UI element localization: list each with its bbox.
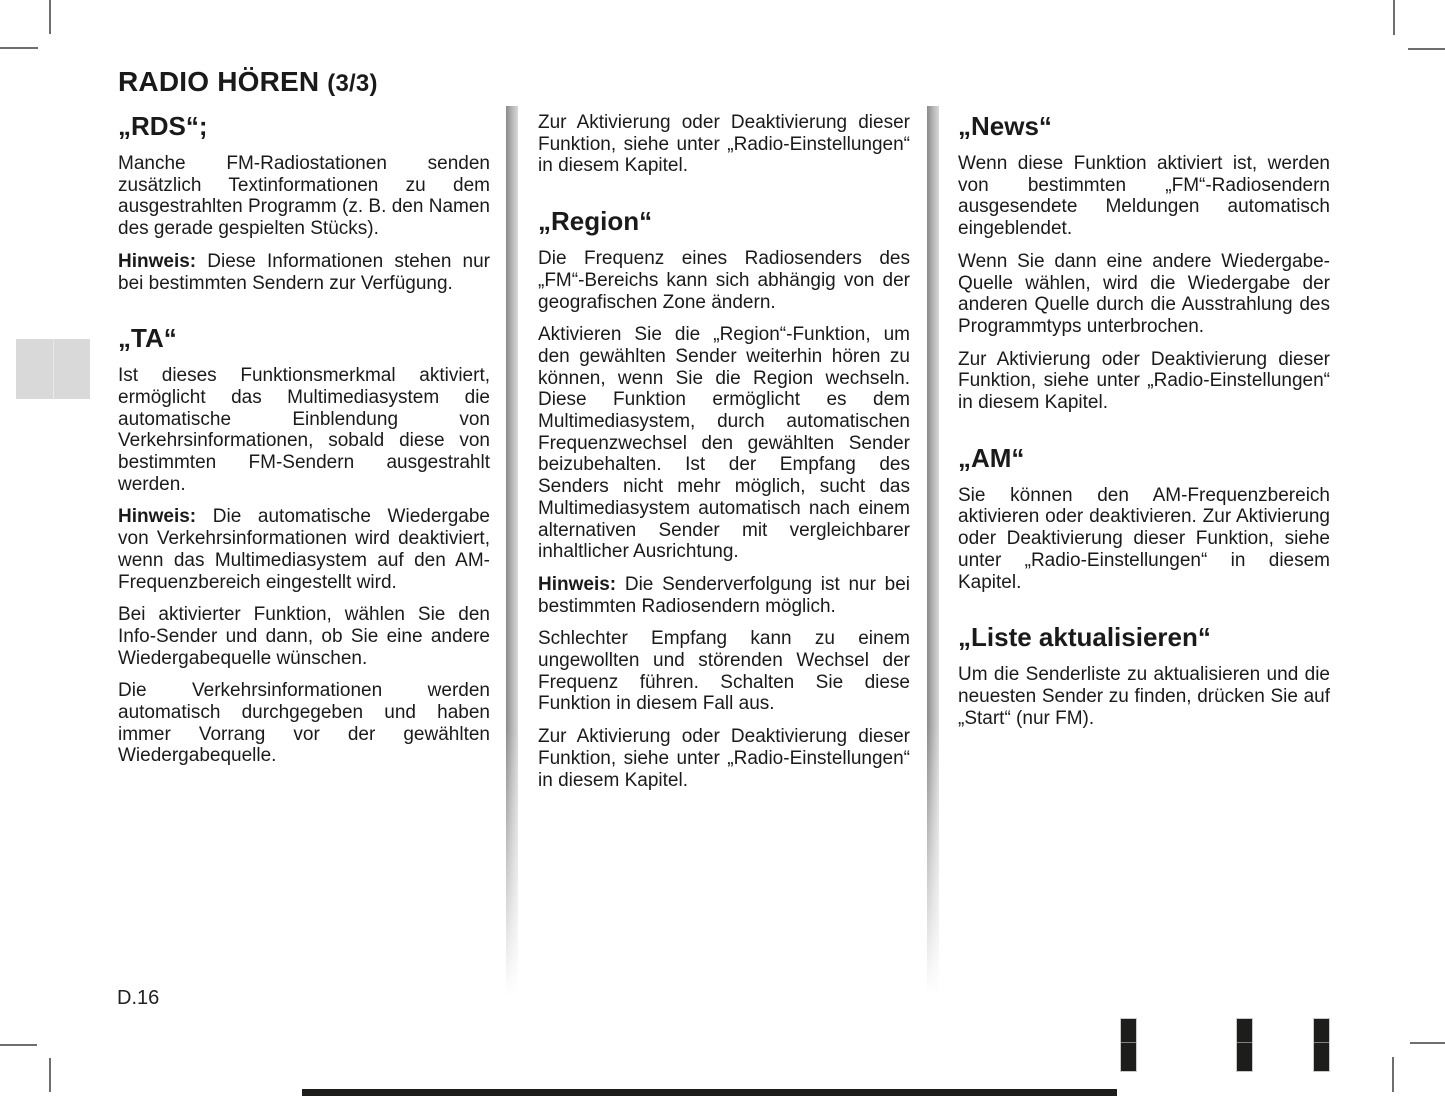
paragraph: Sie können den AM-Frequenzbereich aktivieren oder deaktivieren. Zur Aktivierung oder Deaktivierung dieser Funktion, siehe unter „Radio-Einstellungen“ in diesem Kapitel. xyxy=(958,484,1330,593)
paragraph: Um die Senderliste zu aktualisieren und die neuesten Sender zu finden, drücken Sie auf „Start“ (nur FM). xyxy=(958,664,1330,729)
paragraph: Schlechter Empfang kann zu einem ungewollten und störenden Wechsel der Frequenz führen. Schalten Sie diese Funktion in diesem Fall aus. xyxy=(538,628,910,715)
paragraph: Hinweis: Die automatische Wiedergabe von Verkehrsinformationen wird deaktiviert, wenn das Multimediasystem auf den AM-Frequenzbereich eingestellt wird. xyxy=(118,506,490,593)
crop-mark-bottom-left-vertical xyxy=(49,1058,51,1092)
page-title xyxy=(118,66,378,98)
paragraph: Wenn Sie dann eine andere Wiedergabe-Quelle wählen, wird die Wiedergabe der anderen Quelle durch die Ausstrahlung des Programmtyps unterbrochen. xyxy=(958,250,1330,337)
print-registration-bar-1 xyxy=(1120,1018,1137,1072)
column-separator-2 xyxy=(927,106,939,994)
section-heading: „RDS“; xyxy=(118,111,208,141)
paragraph: Die Verkehrsinformationen werden automatisch durchgegeben und haben immer Vorrang vor der gewählten Wiedergabequelle. xyxy=(118,680,490,767)
crop-mark-top-left-vertical xyxy=(49,0,51,34)
section-heading: „Liste aktualisieren“ xyxy=(958,622,1211,653)
paragraph: Hinweis: Diese Informationen stehen nur bei bestimmten Sendern zur Verfügung. xyxy=(118,250,490,294)
print-edge-strip xyxy=(302,1089,1117,1096)
crop-mark-top-right-horizontal xyxy=(1408,48,1445,50)
text-column-1 xyxy=(118,112,490,778)
paragraph-bold-prefix: Hinweis: xyxy=(118,506,213,528)
section-heading: „Region“ xyxy=(538,206,653,237)
page-title-suffix: (3/3) xyxy=(327,70,378,97)
print-registration-bar-line xyxy=(1314,1042,1329,1043)
paragraph: Bei aktivierter Funktion, wählen Sie den Info-Sender und dann, ob Sie eine andere Wiedergabequelle wünschen. xyxy=(118,604,490,669)
paragraph: Zur Aktivierung oder Deaktivierung dieser Funktion, siehe unter „Radio-Einstellungen“ in diesem Kapitel. xyxy=(538,726,910,791)
print-registration-bar-line xyxy=(1121,1042,1136,1043)
paragraph: Zur Aktivierung oder Deaktivierung dieser Funktion, siehe unter „Radio-Einstellungen“ in diesem Kapitel. xyxy=(538,112,910,177)
page-title-main: RADIO HÖREN xyxy=(118,66,328,97)
text-column-2 xyxy=(538,112,910,802)
paragraph: Manche FM-Radiostationen senden zusätzlich Textinformationen zu dem ausgestrahlten Programm (z. B. den Namen des gerade gespielten Stücks). xyxy=(118,153,490,240)
chapter-tab-divider xyxy=(53,339,54,399)
paragraph: Wenn diese Funktion aktiviert ist, werden von bestimmten „FM“-Radiosendern ausgesendete Meldungen automatisch eingeblendet. xyxy=(958,153,1330,240)
text-column-3 xyxy=(958,112,1330,740)
section-heading: „AM“ xyxy=(958,442,1025,473)
chapter-tab-marker xyxy=(16,339,90,399)
paragraph: Zur Aktivierung oder Deaktivierung dieser Funktion, siehe unter „Radio-Einstellungen“ in diesem Kapitel. xyxy=(958,348,1330,414)
crop-mark-top-left-horizontal xyxy=(0,47,38,49)
section-heading: „TA“ xyxy=(118,323,177,354)
crop-mark-bottom-left-horizontal xyxy=(0,1044,37,1046)
paragraph: Die Frequenz eines Radiosenders des „FM“-Bereichs kann sich abhängig von der geografischen Zone ändern. xyxy=(538,248,910,313)
print-registration-bar-line xyxy=(1237,1042,1252,1043)
crop-mark-bottom-right-vertical xyxy=(1392,1057,1394,1092)
section-heading: „News“ xyxy=(958,111,1052,141)
paragraph-bold-prefix: Hinweis: xyxy=(118,250,208,272)
crop-mark-top-right-vertical xyxy=(1393,0,1395,35)
column-separator-1 xyxy=(506,106,518,994)
paragraph: Ist dieses Funktionsmerkmal aktiviert, ermöglicht das Multimediasystem die automatische Einblendung von Verkehrsinformationen, sobald diese von bestimmten FM-Sendern ausgestrahlt werden. xyxy=(118,365,490,495)
page-number: D.16 xyxy=(117,987,160,1009)
crop-mark-bottom-right-horizontal xyxy=(1410,1042,1445,1044)
print-registration-bar-2 xyxy=(1236,1018,1253,1072)
print-registration-bar-3 xyxy=(1313,1018,1330,1072)
paragraph-bold-prefix: Hinweis: xyxy=(538,573,625,595)
paragraph: Hinweis: Die Senderverfolgung ist nur bei bestimmten Radiosendern möglich. xyxy=(538,573,911,617)
paragraph: Aktivieren Sie die „Region“-Funktion, um den gewählten Sender weiterhin hören zu können, wenn Sie die Region wechseln. Diese Funktion ermöglicht es dem Multimediasystem, durch automatischen Frequenzwechsel den gewählten Sender beizubehalten. Ist der Empfang des Senders nicht mehr möglich, sucht das Multimediasystem automatisch nach einem alternativen Sender mit vergleichbarer inhaltlicher Ausrichtung. xyxy=(538,324,910,563)
